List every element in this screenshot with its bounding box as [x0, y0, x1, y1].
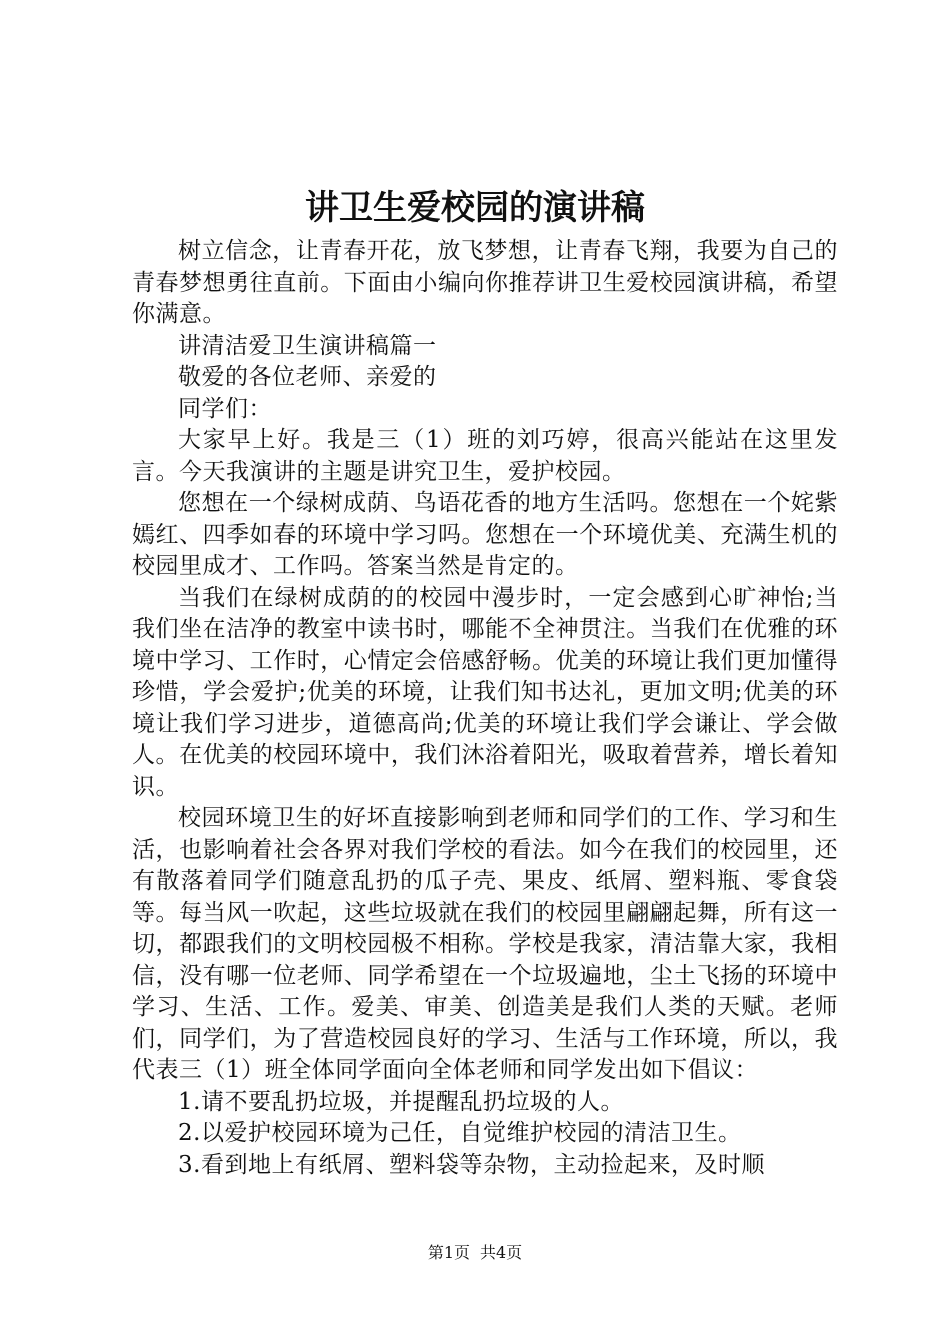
page-number: 第1页	[427, 1243, 470, 1262]
body-paragraph: 校园环境卫生的好坏直接影响到老师和同学们的工作、学习和生活，也影响着社会各界对我们学校的看法。如今在我们的校园里，还有散落着同学们随意乱扔的瓜子壳、果皮、纸屑、塑料瓶、零食袋等。每当风一吹起，这些垃圾就在我们的校园里翩翩起舞，所有这一切，都跟我们的文明校园极不相称。学校是我家，清洁靠大家，我相信，没有哪一位老师、同学希望在一个垃圾遍地，尘土飞扬的环境中学习、生活、工作。爱美、审美、创造美是我们人类的天赋。老师们，同学们，为了营造校园良好的学习、生活与工作环境，所以，我代表三（1）班全体同学面向全体老师和同学发出如下倡议：	[132, 805, 838, 1083]
page-footer	[0, 1243, 950, 1263]
intro-paragraph: 树立信念，让青春开花，放飞梦想，让青春飞翔，我要为自己的青春梦想勇往直前。下面由小编向你推荐讲卫生爱校园演讲稿，希望你满意。	[132, 238, 838, 327]
proposal-item: 2.以爱护校园环境为己任，自觉维护校园的清洁卫生。	[178, 1120, 742, 1146]
body-paragraph: 当我们在绿树成荫的的校园中漫步时，一定会感到心旷神怡;当我们坐在洁净的教室中读书时，哪能不全神贯注。当我们在优雅的环境中学习、工作时，心情定会倍感舒畅。优美的环境让我们更加懂得珍惜，学会爱护;优美的环境，让我们知书达礼，更加文明;优美的环境让我们学习进步，道德高尚;优美的环境让我们学会谦让、学会做人。在优美的校园环境中，我们沐浴着阳光，吸取着营养，增长着知识。	[132, 584, 838, 800]
salutation-line: 同学们：	[178, 395, 272, 422]
page-title: 讲卫生爱校园的演讲稿	[305, 188, 645, 228]
document-body	[132, 236, 838, 1181]
proposal-item: 1.请不要乱扔垃圾，并提醒乱扔垃圾的人。	[178, 1088, 624, 1115]
body-paragraph: 您想在一个绿树成荫、鸟语花香的地方生活吗。您想在一个姹紫嫣红、四季如春的环境中学习吗。您想在一个环境优美、充满生机的校园里成才、工作吗。答案当然是肯定的。	[132, 490, 838, 579]
body-paragraph: 大家早上好。我是三（1）班的刘巧婷，很高兴能站在这里发言。今天我演讲的主题是讲究卫生，爱护校园。	[132, 427, 838, 485]
section-heading: 讲清洁爱卫生演讲稿篇一	[178, 332, 437, 359]
salutation-line: 敬爱的各位老师、亲爱的	[178, 364, 437, 390]
proposal-item: 3.看到地上有纸屑、塑料袋等杂物，主动捡起来，及时顺	[178, 1151, 765, 1178]
page-count: 共4页	[480, 1243, 523, 1262]
